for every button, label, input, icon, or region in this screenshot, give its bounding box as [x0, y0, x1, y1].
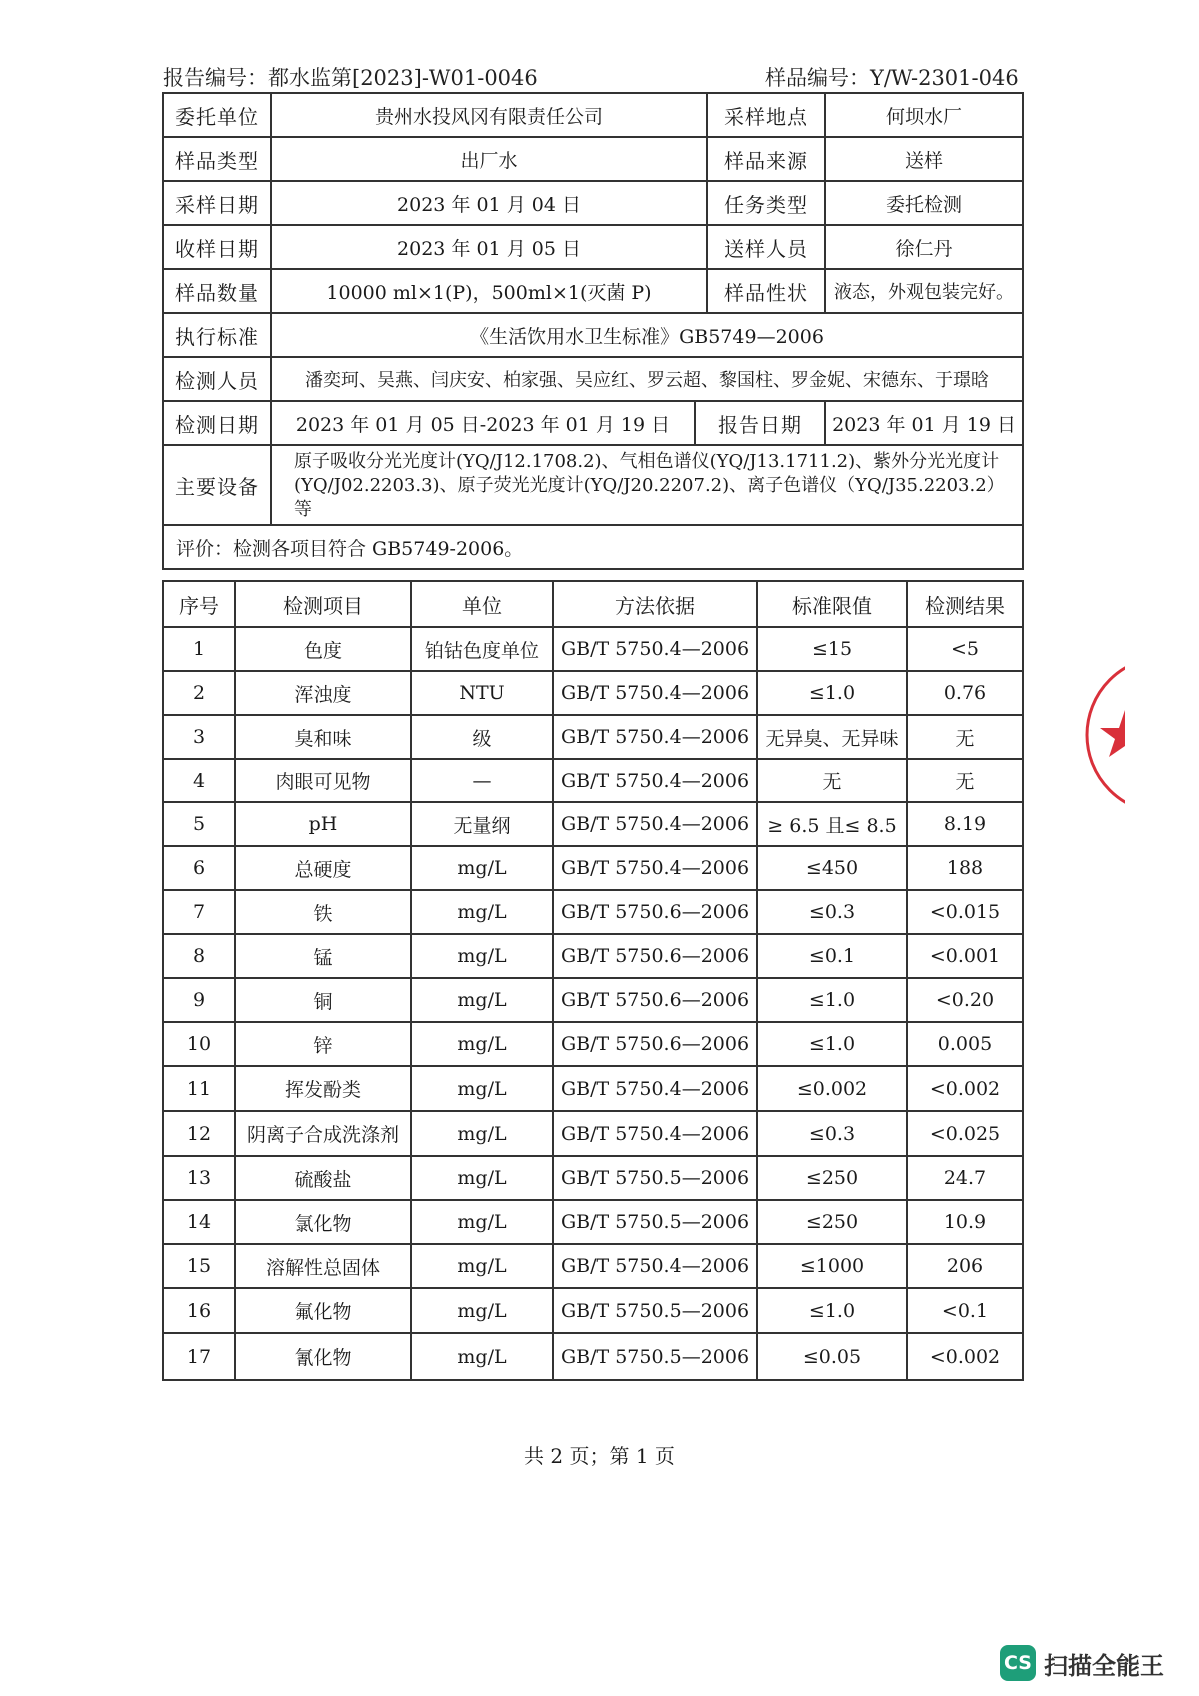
- table-cell: 色度: [235, 627, 411, 671]
- info-table: [162, 92, 1024, 570]
- table-cell: 10: [163, 1022, 235, 1066]
- table-cell: <0.025: [907, 1111, 1023, 1156]
- client-value: 贵州水投风冈有限责任公司: [271, 93, 707, 137]
- site-value: 何坝水厂: [825, 93, 1023, 137]
- info-row: [163, 525, 1023, 569]
- report-number: 报告编号：都水监第[2023]-W01-0046: [163, 66, 538, 90]
- table-cell: 无: [757, 759, 907, 802]
- table-cell: ≤15: [757, 627, 907, 671]
- column-header: 检测结果: [907, 581, 1023, 627]
- table-cell: ≤1000: [757, 1244, 907, 1288]
- table-cell: GB/T 5750.4—2006: [553, 802, 757, 846]
- table-cell: GB/T 5750.4—2006: [553, 671, 757, 715]
- standard-value: 《生活饮用水卫生标准》GB5749—2006: [271, 313, 1023, 357]
- table-cell: 铁: [235, 890, 411, 934]
- table-row: [163, 715, 1023, 759]
- info-row: [163, 93, 1023, 137]
- table-cell: <0.20: [907, 978, 1023, 1022]
- table-cell: 0.76: [907, 671, 1023, 715]
- table-cell: <0.1: [907, 1288, 1023, 1333]
- table-cell: 氰化物: [235, 1333, 411, 1380]
- table-row: [163, 671, 1023, 715]
- client-label: 委托单位: [163, 93, 271, 137]
- table-cell: 3: [163, 715, 235, 759]
- table-row: [163, 627, 1023, 671]
- table-cell: 级: [411, 715, 553, 759]
- table-cell: ≤0.05: [757, 1333, 907, 1380]
- table-cell: mg/L: [411, 1022, 553, 1066]
- table-cell: mg/L: [411, 978, 553, 1022]
- table-cell: 6: [163, 846, 235, 890]
- table-cell: GB/T 5750.6—2006: [553, 890, 757, 934]
- info-row: [163, 313, 1023, 357]
- table-cell: 锰: [235, 934, 411, 978]
- table-cell: ≥ 6.5 且≤ 8.5: [757, 802, 907, 846]
- table-cell: 无: [907, 759, 1023, 802]
- table-cell: GB/T 5750.6—2006: [553, 978, 757, 1022]
- table-cell: 10.9: [907, 1200, 1023, 1244]
- test-dates-value: 2023 年 01 月 05 日-2023 年 01 月 19 日: [271, 401, 695, 445]
- table-cell: ≤250: [757, 1200, 907, 1244]
- inspectors-label: 检测人员: [163, 357, 271, 401]
- table-row: [163, 978, 1023, 1022]
- results-table: [162, 580, 1024, 1381]
- table-cell: pH: [235, 802, 411, 846]
- test-dates-label: 检测日期: [163, 401, 271, 445]
- official-seal: [1085, 615, 1125, 855]
- table-cell: GB/T 5750.5—2006: [553, 1333, 757, 1380]
- info-row: [163, 357, 1023, 401]
- table-row: [163, 890, 1023, 934]
- quantity-value: 10000 ml×1(P)，500ml×1(灭菌 P): [271, 269, 707, 313]
- table-cell: ≤0.002: [757, 1066, 907, 1111]
- table-cell: 12: [163, 1111, 235, 1156]
- table-cell: GB/T 5750.4—2006: [553, 846, 757, 890]
- scanner-label: 扫描全能王: [1044, 1651, 1164, 1680]
- evaluation: 评价：检测各项目符合 GB5749-2006。: [163, 525, 1023, 569]
- receipt-date-value: 2023 年 01 月 05 日: [271, 225, 707, 269]
- table-cell: 13: [163, 1156, 235, 1200]
- table-cell: GB/T 5750.4—2006: [553, 715, 757, 759]
- table-cell: 臭和味: [235, 715, 411, 759]
- quantity-label: 样品数量: [163, 269, 271, 313]
- table-cell: 锌: [235, 1022, 411, 1066]
- table-cell: 8: [163, 934, 235, 978]
- table-cell: 17: [163, 1333, 235, 1380]
- table-cell: GB/T 5750.6—2006: [553, 1022, 757, 1066]
- inspectors-value: 潘奕珂、吴燕、闫庆安、柏家强、吴应红、罗云超、黎国柱、罗金妮、宋德东、于璟晗: [271, 357, 1023, 401]
- info-row: [163, 445, 1023, 525]
- table-cell: GB/T 5750.5—2006: [553, 1156, 757, 1200]
- nature-value: 液态，外观包装完好。: [825, 269, 1023, 313]
- type-label: 样品类型: [163, 137, 271, 181]
- table-cell: 1: [163, 627, 235, 671]
- table-cell: GB/T 5750.4—2006: [553, 759, 757, 802]
- table-cell: 0.005: [907, 1022, 1023, 1066]
- table-row: [163, 1244, 1023, 1288]
- equipment-label: 主要设备: [163, 445, 271, 525]
- table-cell: <0.002: [907, 1333, 1023, 1380]
- table-cell: ≤1.0: [757, 1022, 907, 1066]
- table-cell: 溶解性总固体: [235, 1244, 411, 1288]
- table-cell: 硫酸盐: [235, 1156, 411, 1200]
- table-cell: mg/L: [411, 1066, 553, 1111]
- table-cell: 11: [163, 1066, 235, 1111]
- table-cell: 无异臭、无异味: [757, 715, 907, 759]
- column-header: 检测项目: [235, 581, 411, 627]
- table-cell: 肉眼可见物: [235, 759, 411, 802]
- type-value: 出厂水: [271, 137, 707, 181]
- table-cell: GB/T 5750.4—2006: [553, 1244, 757, 1288]
- table-cell: GB/T 5750.6—2006: [553, 934, 757, 978]
- table-cell: mg/L: [411, 1111, 553, 1156]
- table-cell: 氯化物: [235, 1200, 411, 1244]
- table-cell: <0.015: [907, 890, 1023, 934]
- sample-number: 样品编号：Y/W-2301-046: [765, 66, 1019, 90]
- table-cell: 浑浊度: [235, 671, 411, 715]
- sampling-date-value: 2023 年 01 月 04 日: [271, 181, 707, 225]
- table-row: [163, 1022, 1023, 1066]
- table-cell: 阴离子合成洗涤剂: [235, 1111, 411, 1156]
- table-cell: mg/L: [411, 1288, 553, 1333]
- table-cell: 4: [163, 759, 235, 802]
- scanner-badge: [1000, 1645, 1164, 1681]
- table-row: [163, 934, 1023, 978]
- site-label: 采样地点: [707, 93, 825, 137]
- table-cell: 5: [163, 802, 235, 846]
- table-cell: GB/T 5750.4—2006: [553, 1066, 757, 1111]
- camscanner-icon: CS: [1000, 1645, 1036, 1681]
- table-cell: 挥发酚类: [235, 1066, 411, 1111]
- table-cell: <0.001: [907, 934, 1023, 978]
- table-cell: ≤250: [757, 1156, 907, 1200]
- table-cell: mg/L: [411, 934, 553, 978]
- seal-star-icon: [1100, 710, 1125, 757]
- table-cell: mg/L: [411, 890, 553, 934]
- table-cell: 7: [163, 890, 235, 934]
- column-header: 单位: [411, 581, 553, 627]
- report-date-value: 2023 年 01 月 19 日: [825, 401, 1023, 445]
- table-cell: ≤1.0: [757, 1288, 907, 1333]
- table-row: [163, 759, 1023, 802]
- standard-label: 执行标准: [163, 313, 271, 357]
- table-cell: ≤0.3: [757, 890, 907, 934]
- nature-label: 样品性状: [707, 269, 825, 313]
- table-cell: 16: [163, 1288, 235, 1333]
- sampling-date-label: 采样日期: [163, 181, 271, 225]
- table-cell: mg/L: [411, 1244, 553, 1288]
- table-cell: 188: [907, 846, 1023, 890]
- table-row: [163, 1156, 1023, 1200]
- info-row: [163, 401, 1023, 445]
- table-row: [163, 1066, 1023, 1111]
- table-cell: 14: [163, 1200, 235, 1244]
- column-header: 方法依据: [553, 581, 757, 627]
- table-cell: GB/T 5750.4—2006: [553, 627, 757, 671]
- table-cell: 24.7: [907, 1156, 1023, 1200]
- table-cell: mg/L: [411, 1333, 553, 1380]
- column-header: 标准限值: [757, 581, 907, 627]
- table-cell: ≤1.0: [757, 671, 907, 715]
- table-cell: mg/L: [411, 1156, 553, 1200]
- equipment-value: 原子吸收分光光度计(YQ/J12.1708.2)、气相色谱仪(YQ/J13.1711.2)、紫外分光光度计(YQ/J02.2203.3)、原子荧光光度计(YQ/J20.2207.2)、离子色谱仪（YQ/J35.2203.2）等: [271, 445, 1023, 525]
- table-cell: 15: [163, 1244, 235, 1288]
- info-row: [163, 137, 1023, 181]
- table-cell: —: [411, 759, 553, 802]
- table-cell: <5: [907, 627, 1023, 671]
- table-cell: 总硬度: [235, 846, 411, 890]
- table-cell: ≤1.0: [757, 978, 907, 1022]
- table-cell: 铂钴色度单位: [411, 627, 553, 671]
- table-cell: mg/L: [411, 846, 553, 890]
- table-cell: GB/T 5750.5—2006: [553, 1288, 757, 1333]
- page-footer: 共 2 页；第 1 页: [524, 1444, 675, 1468]
- table-row: [163, 1333, 1023, 1380]
- table-cell: 206: [907, 1244, 1023, 1288]
- source-value: 送样: [825, 137, 1023, 181]
- table-cell: <0.002: [907, 1066, 1023, 1111]
- sender-label: 送样人员: [707, 225, 825, 269]
- table-cell: 无量纲: [411, 802, 553, 846]
- table-cell: ≤0.3: [757, 1111, 907, 1156]
- info-row: [163, 181, 1023, 225]
- column-header: 序号: [163, 581, 235, 627]
- table-row: [163, 1288, 1023, 1333]
- table-cell: 铜: [235, 978, 411, 1022]
- table-row: [163, 1111, 1023, 1156]
- table-row: [163, 1200, 1023, 1244]
- table-cell: ≤450: [757, 846, 907, 890]
- info-row: [163, 225, 1023, 269]
- source-label: 样品来源: [707, 137, 825, 181]
- table-row: [163, 846, 1023, 890]
- table-cell: 8.19: [907, 802, 1023, 846]
- task-label: 任务类型: [707, 181, 825, 225]
- table-cell: 9: [163, 978, 235, 1022]
- table-row: [163, 802, 1023, 846]
- table-cell: ≤0.1: [757, 934, 907, 978]
- report-date-label: 报告日期: [695, 401, 825, 445]
- sender-value: 徐仁丹: [825, 225, 1023, 269]
- table-cell: mg/L: [411, 1200, 553, 1244]
- task-value: 委托检测: [825, 181, 1023, 225]
- table-cell: GB/T 5750.5—2006: [553, 1200, 757, 1244]
- table-cell: 2: [163, 671, 235, 715]
- table-cell: 氟化物: [235, 1288, 411, 1333]
- receipt-date-label: 收样日期: [163, 225, 271, 269]
- table-cell: GB/T 5750.4—2006: [553, 1111, 757, 1156]
- table-header-row: [163, 581, 1023, 627]
- info-row: [163, 269, 1023, 313]
- table-cell: NTU: [411, 671, 553, 715]
- table-cell: 无: [907, 715, 1023, 759]
